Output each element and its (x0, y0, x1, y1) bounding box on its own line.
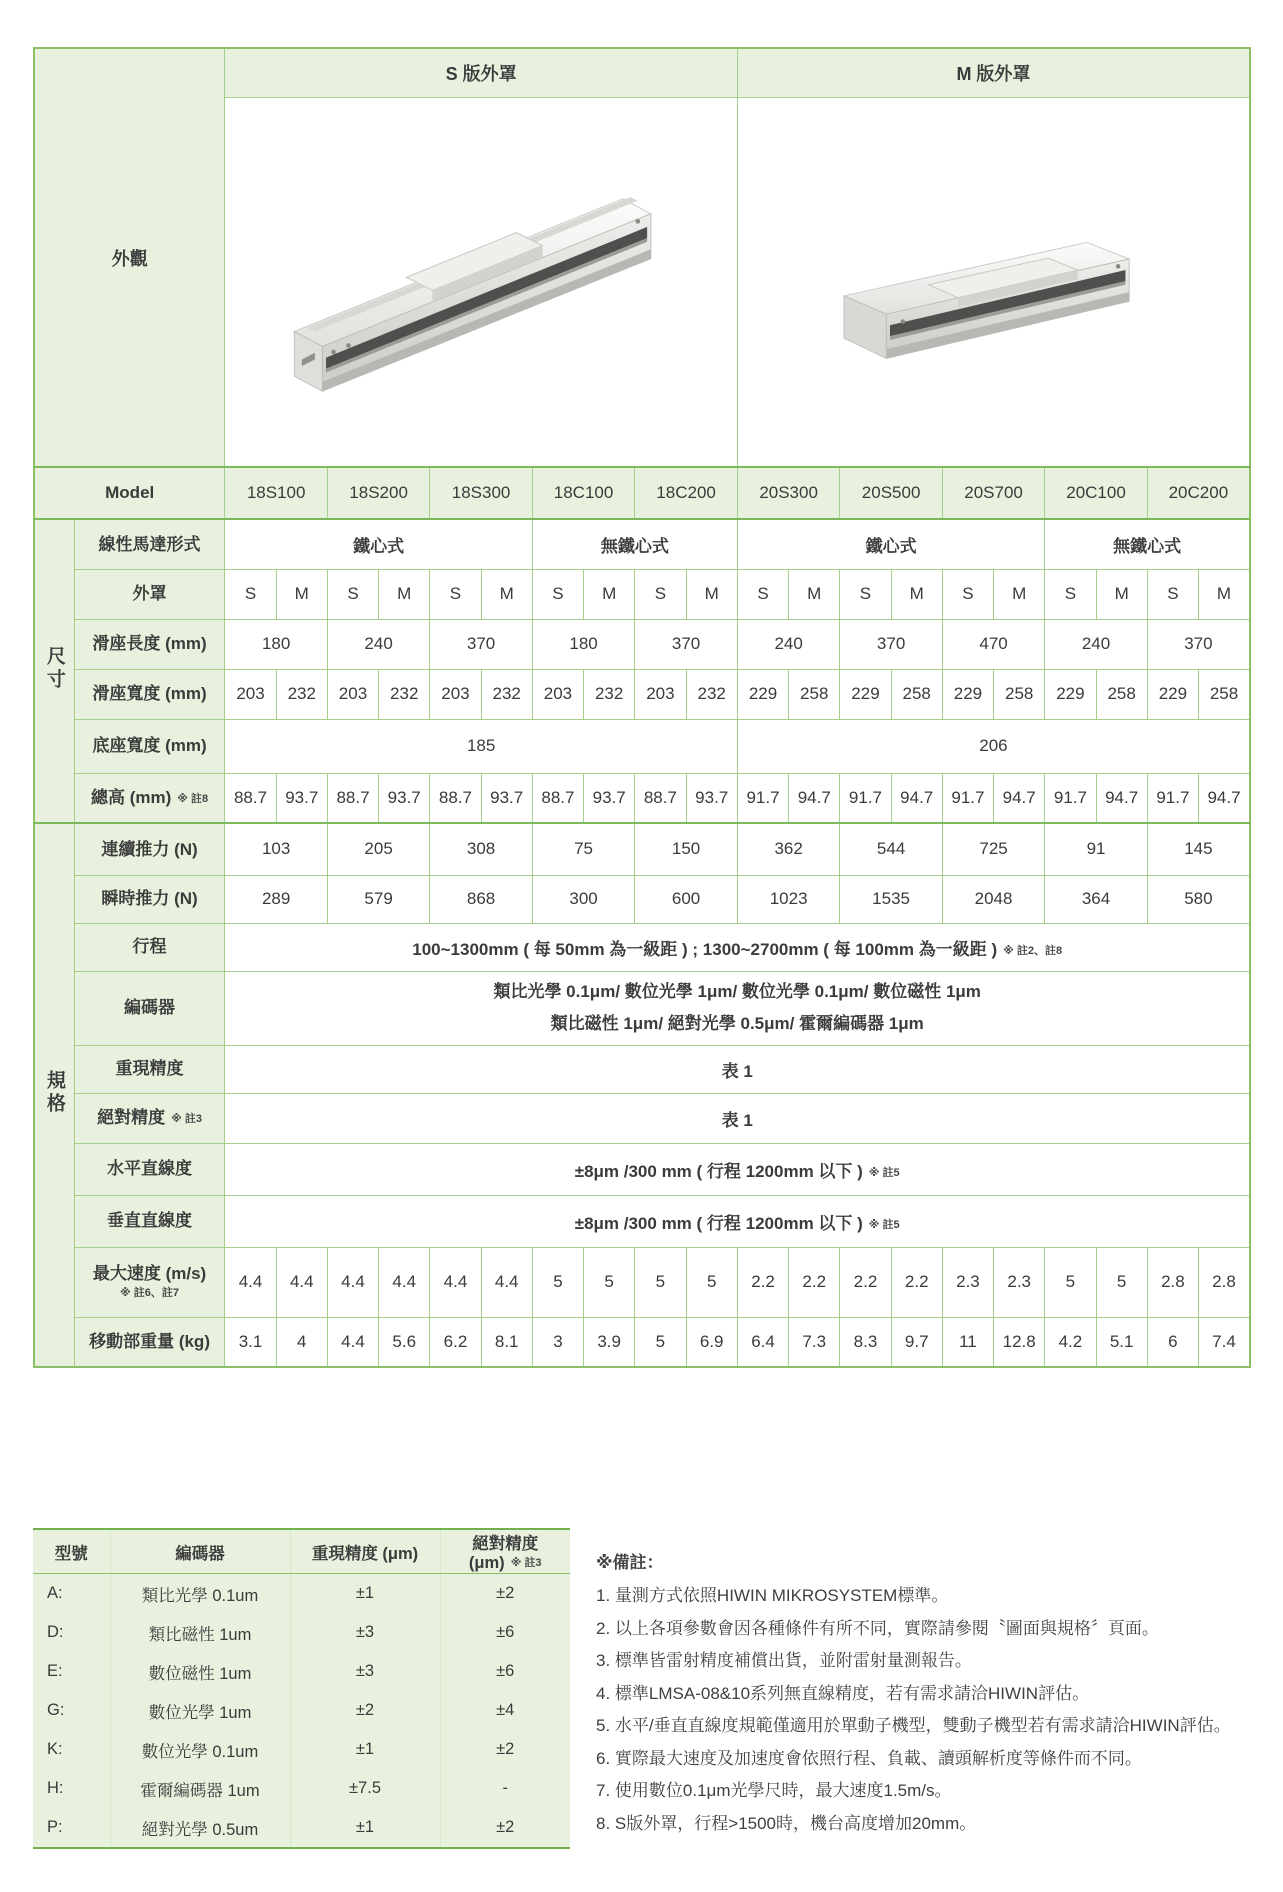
spec-cell: 91.7 (737, 773, 788, 823)
spec-cell: 229 (942, 669, 993, 719)
label-footnote: ※ 註3 (171, 1113, 202, 1126)
spec-cell: 5 (635, 1317, 686, 1367)
model-cell: 20C200 (1147, 467, 1250, 519)
encoder-col-header: 型號 (33, 1529, 110, 1574)
model-cell: 18S300 (430, 467, 532, 519)
spec-cell: 258 (1096, 669, 1147, 719)
spec-cell: 75 (532, 823, 634, 875)
spec-row (34, 619, 1250, 669)
spec-cell: 5 (635, 1247, 686, 1317)
encoder-cell: ±2 (440, 1574, 570, 1614)
spec-cell (225, 971, 1250, 1045)
spec-cell: 203 (430, 669, 481, 719)
spec-cell: 94.7 (789, 773, 840, 823)
encoder-cell: ±6 (440, 1652, 570, 1691)
section-label-text: 尺寸 (43, 645, 65, 692)
spec-cell: 88.7 (430, 773, 481, 823)
spec-row (34, 773, 1250, 823)
spec-row-label: 滑座長度 (mm) (74, 619, 225, 669)
model-row-label: Model (34, 467, 225, 519)
cell-footnote: ※ 註2、註8 (1003, 944, 1063, 957)
header-footnote: ※ 註3 (510, 1557, 542, 1569)
spec-cell: 289 (225, 875, 327, 923)
spec-row (34, 923, 1250, 971)
spec-cell: 544 (840, 823, 942, 875)
spec-cell: 3.9 (584, 1317, 635, 1367)
spec-table (33, 47, 1251, 1368)
footnote-item: 以上各項參數會因各種條件有所不同，實際請參閱〝圖面與規格〞頁面。 (614, 1618, 1159, 1638)
model-cell: 18C200 (635, 467, 738, 519)
spec-cell: 232 (584, 669, 635, 719)
cell-footnote: ※ 註5 (868, 1218, 900, 1231)
spec-cell: 370 (430, 619, 532, 669)
spec-cell: 258 (891, 669, 942, 719)
spec-cell: 4.4 (481, 1247, 532, 1317)
footnote-item: 水平/垂直直線度規範僅適用於單動子機型，雙動子機型若有需求請洽HIWIN評估。 (614, 1716, 1231, 1735)
spec-cell: 12.8 (994, 1317, 1045, 1367)
spec-cell: 88.7 (225, 773, 276, 823)
spec-row (34, 1195, 1250, 1247)
spec-row-label: 水平直線度 (74, 1143, 225, 1195)
spec-cell: 100~1300mm ( 每 50mm 為一級距 ) ; 1300~2700mm ( 每 100mm 為一級距 ) ※ 註2、註8 (225, 923, 1250, 971)
encoder-row (33, 1691, 570, 1730)
spec-row-label: 絕對精度 ※ 註3 (74, 1093, 225, 1143)
m-version-stage-image (818, 167, 1168, 397)
spec-cell: 7.3 (789, 1317, 840, 1367)
spec-row (34, 1045, 1250, 1093)
spec-cell: 5.1 (1096, 1317, 1147, 1367)
spec-cell: 370 (1147, 619, 1250, 669)
spec-cell: M (481, 569, 532, 619)
spec-row-label: 連續推力 (N) (74, 823, 225, 875)
spec-cell: 91.7 (1147, 773, 1198, 823)
spec-row (34, 875, 1250, 923)
spec-cell: 93.7 (276, 773, 327, 823)
spec-cell: 2.3 (942, 1247, 993, 1317)
spec-cell: 2.2 (891, 1247, 942, 1317)
spec-cell: 2.8 (1199, 1247, 1251, 1317)
spec-cell: 93.7 (481, 773, 532, 823)
encoder-accuracy-table (33, 1528, 570, 1849)
spec-cell: 370 (840, 619, 942, 669)
spec-cell: 203 (225, 669, 276, 719)
spec-cell: S (635, 569, 686, 619)
spec-cell: 88.7 (532, 773, 583, 823)
spec-cell: 94.7 (891, 773, 942, 823)
model-cell: 20S500 (840, 467, 942, 519)
encoder-cell: 類比磁性 1um (110, 1613, 290, 1652)
spec-cell: 185 (225, 719, 737, 773)
spec-cell: S (840, 569, 891, 619)
spec-cell: 無鐵心式 (532, 519, 737, 569)
spec-cell: M (789, 569, 840, 619)
spec-cell: 3.1 (225, 1317, 276, 1367)
spec-cell: 91.7 (840, 773, 891, 823)
footnote-item: 標準皆雷射精度補償出貨，並附雷射量測報告。 (614, 1651, 972, 1670)
encoder-cell: 數位光學 0.1um (110, 1730, 290, 1769)
spec-cell: 240 (1045, 619, 1147, 669)
spec-cell: 94.7 (1199, 773, 1251, 823)
spec-cell: 229 (737, 669, 788, 719)
encoder-cell: 數位磁性 1um (110, 1652, 290, 1691)
spec-cell: M (379, 569, 430, 619)
spec-cell: 229 (840, 669, 891, 719)
spec-cell: 5 (1096, 1247, 1147, 1317)
footnote-item: 使用數位0.1μm光學尺時，最大速度1.5m/s。 (614, 1781, 952, 1800)
cover-header-row (34, 48, 1250, 98)
encoder-col-header: 重現精度 (μm) (290, 1529, 440, 1574)
encoder-header-row (33, 1529, 570, 1574)
spec-cell: 無鐵心式 (1045, 519, 1250, 569)
s-version-image-cell (225, 98, 737, 468)
spec-cell: 2.2 (789, 1247, 840, 1317)
encoder-cell: K: (47, 1740, 63, 1758)
spec-cell: 232 (686, 669, 737, 719)
spec-cell: M (584, 569, 635, 619)
spec-row-label: 垂直直線度 (74, 1195, 225, 1247)
spec-cell: 4.4 (327, 1317, 378, 1367)
model-cell: 18S200 (327, 467, 429, 519)
label-footnote: ※ 註8 (177, 793, 209, 806)
spec-cell: 258 (994, 669, 1045, 719)
spec-cell: 6.2 (430, 1317, 481, 1367)
spec-cell: 2048 (942, 875, 1044, 923)
spec-cell: 9.7 (891, 1317, 942, 1367)
spec-row-label: 總高 (mm) ※ 註8 (74, 773, 225, 823)
cover-m-header: M 版外罩 (737, 48, 1250, 98)
spec-cell: 2.3 (994, 1247, 1045, 1317)
spec-cell: 1023 (737, 875, 839, 923)
label-footnote: ※ 註6、註7 (120, 1287, 180, 1300)
encoder-row (33, 1730, 570, 1769)
spec-cell: 4.4 (276, 1247, 327, 1317)
spec-cell: 180 (225, 619, 327, 669)
s-version-stage-image (266, 128, 696, 436)
spec-cell: 91.7 (942, 773, 993, 823)
spec-cell: 258 (1199, 669, 1251, 719)
spec-cell: 8.1 (481, 1317, 532, 1367)
spec-cell: 6.4 (737, 1317, 788, 1367)
spec-cell: 5 (1045, 1247, 1096, 1317)
spec-cell: 5.6 (379, 1317, 430, 1367)
spec-cell: 94.7 (1096, 773, 1147, 823)
spec-cell: 300 (532, 875, 634, 923)
encoder-cell: ±1 (290, 1574, 440, 1614)
notes-title: ※備註： (596, 1553, 664, 1572)
spec-cell: 5 (532, 1247, 583, 1317)
encoder-cell: A: (47, 1584, 63, 1602)
encoder-cell: ±7.5 (290, 1769, 440, 1808)
spec-cell: 4.4 (225, 1247, 276, 1317)
spec-row (34, 669, 1250, 719)
encoder-col-header: 編碼器 (110, 1529, 290, 1574)
encoder-cell: ±1 (290, 1808, 440, 1848)
spec-row (34, 519, 1250, 569)
encoder-cell: ±2 (290, 1691, 440, 1730)
spec-cell: 725 (942, 823, 1044, 875)
spec-cell: 145 (1147, 823, 1250, 875)
spec-row (34, 823, 1250, 875)
spec-row-label: 底座寬度 (mm) (74, 719, 225, 773)
spec-cell: 88.7 (635, 773, 686, 823)
footnote-item: 實際最大速度及加速度會依照行程、負載、讀頭解析度等條件而不同。 (614, 1748, 1142, 1768)
section-label (34, 519, 74, 823)
spec-row (34, 1247, 1250, 1317)
cover-s-header: S 版外罩 (225, 48, 737, 98)
spec-cell: 203 (327, 669, 378, 719)
spec-row-label: 編碼器 (74, 971, 225, 1045)
spec-cell: 232 (379, 669, 430, 719)
spec-row (34, 569, 1250, 619)
spec-cell: 4.4 (379, 1247, 430, 1317)
appearance-label: 外觀 (34, 48, 225, 467)
spec-row-label: 最大速度 (m/s) ※ 註6、註7 (74, 1247, 225, 1317)
spec-row (34, 719, 1250, 773)
spec-cell: 600 (635, 875, 738, 923)
spec-row-label: 重現精度 (74, 1045, 225, 1093)
spec-cell: 鐵心式 (225, 519, 532, 569)
spec-cell: 8.3 (840, 1317, 891, 1367)
spec-cell: 308 (430, 823, 532, 875)
footnote-item: 量測方式依照HIWIN MIKROSYSTEM標準。 (614, 1586, 949, 1605)
spec-row (34, 1317, 1250, 1367)
spec-cell: 150 (635, 823, 738, 875)
spec-cell: 4 (276, 1317, 327, 1367)
spec-cell: S (225, 569, 276, 619)
encoder-cell: ±2 (440, 1730, 570, 1769)
spec-cell: 4.4 (430, 1247, 481, 1317)
footnotes-block (596, 1548, 1236, 1840)
model-cell: 18S100 (225, 467, 327, 519)
spec-cell: 470 (942, 619, 1044, 669)
m-version-image-cell (737, 98, 1250, 468)
spec-cell: 580 (1147, 875, 1250, 923)
spec-cell: S (430, 569, 481, 619)
model-cell: 20S700 (942, 467, 1044, 519)
spec-cell: 2.2 (840, 1247, 891, 1317)
spec-cell: 362 (737, 823, 839, 875)
spec-cell: 240 (737, 619, 839, 669)
spec-cell: 205 (327, 823, 429, 875)
spec-cell: 91.7 (1045, 773, 1096, 823)
spec-cell: 4.2 (1045, 1317, 1096, 1367)
encoder-row (33, 1574, 570, 1614)
spec-cell: 232 (276, 669, 327, 719)
spec-cell: S (942, 569, 993, 619)
spec-cell: 93.7 (584, 773, 635, 823)
notes-list (596, 1580, 1236, 1840)
spec-row-label: 外罩 (74, 569, 225, 619)
spec-cell-line: 類比光學 0.1μm/ 數位光學 1μm/ 數位光學 0.1μm/ 數位磁性 1μm (493, 981, 981, 1001)
section-label (34, 823, 74, 1367)
spec-cell: 229 (1045, 669, 1096, 719)
spec-cell: 232 (481, 669, 532, 719)
encoder-cell: 絕對光學 0.5um (110, 1808, 290, 1848)
spec-cell: 表 1 (225, 1045, 1250, 1093)
spec-row-label: 行程 (74, 923, 225, 971)
spec-cell: 鐵心式 (737, 519, 1044, 569)
spec-cell: ±8μm /300 mm ( 行程 1200mm 以下 ) ※ 註5 (225, 1195, 1250, 1247)
spec-cell: 4.4 (327, 1247, 378, 1317)
spec-cell: 2.2 (737, 1247, 788, 1317)
encoder-cell: ±1 (290, 1730, 440, 1769)
encoder-cell: D: (47, 1623, 64, 1641)
cell-footnote: ※ 註5 (868, 1166, 900, 1179)
encoder-cell: G: (47, 1701, 65, 1719)
spec-cell: 3 (532, 1317, 583, 1367)
spec-cell: 229 (1147, 669, 1198, 719)
spec-cell: 206 (737, 719, 1250, 773)
spec-row (34, 1093, 1250, 1143)
encoder-col-header: 絕對精度 (μm) ※ 註3 (440, 1529, 570, 1574)
encoder-row (33, 1613, 570, 1652)
spec-cell: 180 (532, 619, 634, 669)
spec-cell: M (1199, 569, 1251, 619)
spec-cell: M (276, 569, 327, 619)
spec-row (34, 971, 1250, 1045)
encoder-cell: 數位光學 1um (110, 1691, 290, 1730)
spec-cell: S (327, 569, 378, 619)
spec-cell: 364 (1045, 875, 1147, 923)
spec-cell: M (686, 569, 737, 619)
spec-cell: 88.7 (327, 773, 378, 823)
spec-cell: M (891, 569, 942, 619)
spec-cell: S (1147, 569, 1198, 619)
encoder-row (33, 1769, 570, 1808)
spec-row-label: 瞬時推力 (N) (74, 875, 225, 923)
spec-cell: ±8μm /300 mm ( 行程 1200mm 以下 ) ※ 註5 (225, 1143, 1250, 1195)
spec-cell: M (994, 569, 1045, 619)
spec-cell: 868 (430, 875, 532, 923)
spec-row (34, 1143, 1250, 1195)
encoder-cell: ±2 (440, 1808, 570, 1848)
spec-cell: S (737, 569, 788, 619)
encoder-cell: ±3 (290, 1613, 440, 1652)
spec-cell: 5 (686, 1247, 737, 1317)
footnote-item: 標準LMSA-08&10系列無直線精度，若有需求請洽HIWIN評估。 (614, 1683, 1090, 1703)
model-cell: 18C100 (532, 467, 634, 519)
encoder-cell: H: (47, 1779, 64, 1797)
spec-cell: M (1096, 569, 1147, 619)
spec-cell: 表 1 (225, 1093, 1250, 1143)
spec-cell: 370 (635, 619, 738, 669)
spec-cell: 203 (635, 669, 686, 719)
spec-cell: 1535 (840, 875, 942, 923)
section-label-text: 規格 (43, 1069, 65, 1116)
spec-cell: 5 (584, 1247, 635, 1317)
spec-cell: S (532, 569, 583, 619)
spec-row-label: 線性馬達形式 (74, 519, 225, 569)
spec-cell: 91 (1045, 823, 1147, 875)
spec-cell: 94.7 (994, 773, 1045, 823)
model-cell: 20S300 (737, 467, 839, 519)
spec-row-label: 移動部重量 (kg) (74, 1317, 225, 1367)
spec-cell-line: 類比磁性 1μm/ 絕對光學 0.5μm/ 霍爾編碼器 1μm (550, 1014, 924, 1033)
encoder-cell: 霍爾編碼器 1um (110, 1769, 290, 1808)
encoder-cell: - (440, 1769, 570, 1808)
encoder-row (33, 1808, 570, 1848)
footnote-item: S版外罩，行程>1500時，機台高度增加20mm。 (614, 1813, 977, 1833)
spec-cell: 103 (225, 823, 327, 875)
spec-cell: S (1045, 569, 1096, 619)
encoder-cell: ±6 (440, 1613, 570, 1652)
model-row (34, 467, 1250, 519)
encoder-cell: ±4 (440, 1691, 570, 1730)
spec-cell: 2.8 (1147, 1247, 1198, 1317)
spec-cell: 6 (1147, 1317, 1198, 1367)
spec-cell: 240 (327, 619, 429, 669)
encoder-cell: 類比光學 0.1um (110, 1574, 290, 1614)
encoder-row (33, 1652, 570, 1691)
spec-cell: 258 (789, 669, 840, 719)
spec-cell: 579 (327, 875, 429, 923)
spec-cell: 11 (942, 1317, 993, 1367)
encoder-cell: E: (47, 1662, 63, 1680)
encoder-cell: P: (47, 1818, 63, 1836)
spec-cell: 203 (532, 669, 583, 719)
encoder-cell: ±3 (290, 1652, 440, 1691)
spec-row-label: 滑座寬度 (mm) (74, 669, 225, 719)
spec-cell: 93.7 (379, 773, 430, 823)
spec-cell: 6.9 (686, 1317, 737, 1367)
model-cell: 20C100 (1045, 467, 1147, 519)
spec-cell: 93.7 (686, 773, 737, 823)
spec-cell: 7.4 (1199, 1317, 1251, 1367)
